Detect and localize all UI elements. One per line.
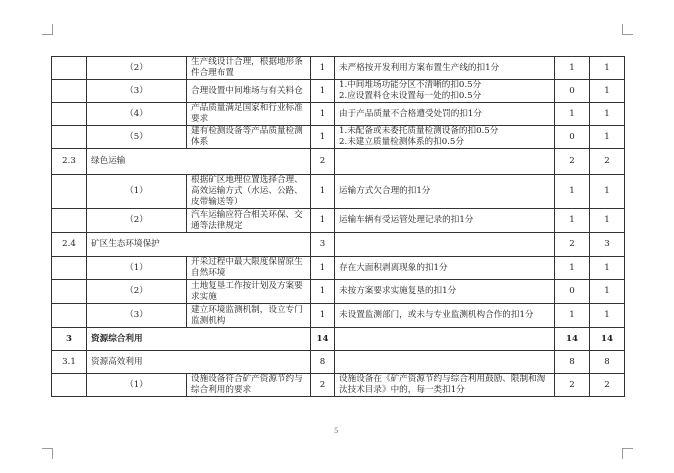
criteria-cell: 设施设备在《矿产资源节约与综合利用鼓励、限制和淘汰技术目录》中的，每一类扣1分 bbox=[335, 374, 555, 397]
code-cell: 2.4 bbox=[52, 233, 87, 257]
table-row bbox=[52, 257, 625, 280]
result-cell: 1 bbox=[555, 257, 590, 280]
result-cell: 1 bbox=[590, 80, 625, 103]
result-cell: 2 bbox=[555, 149, 590, 175]
category-cell: 资源高效利用 bbox=[87, 351, 311, 374]
result-cell: 1 bbox=[590, 304, 625, 328]
result-cell: 0 bbox=[555, 80, 590, 103]
content-cell: 开采过程中最大限度保留原生自然环境 bbox=[187, 257, 311, 280]
result-cell: 1 bbox=[590, 209, 625, 233]
table-row bbox=[52, 149, 625, 175]
code-cell bbox=[52, 304, 87, 328]
criteria-cell: 未严格按开发利用方案布置生产线的扣1分 bbox=[335, 57, 555, 80]
table-row bbox=[52, 280, 625, 304]
result-cell: 8 bbox=[590, 351, 625, 374]
criteria-cell bbox=[335, 351, 555, 374]
content-cell: 产品质量满足国家和行业标准要求 bbox=[187, 103, 311, 126]
criteria-cell: 存在大面积剥离现象的扣1分 bbox=[335, 257, 555, 280]
score-cell: 3 bbox=[311, 233, 335, 257]
item-cell: （1） bbox=[87, 374, 187, 397]
content-cell: 生产线设计合理，根据地形条件合理布置 bbox=[187, 57, 311, 80]
criteria-cell: 未设置监测部门，或未与专业监测机构合作的扣1分 bbox=[335, 304, 555, 328]
table-row bbox=[52, 328, 625, 351]
criteria-cell bbox=[335, 328, 555, 351]
item-cell: （2） bbox=[87, 57, 187, 80]
item-cell: （1） bbox=[87, 175, 187, 209]
result-cell: 8 bbox=[555, 351, 590, 374]
result-cell: 1 bbox=[590, 103, 625, 126]
result-cell: 2 bbox=[555, 233, 590, 257]
score-cell: 1 bbox=[311, 57, 335, 80]
result-cell: 1 bbox=[590, 57, 625, 80]
code-cell bbox=[52, 280, 87, 304]
table-row bbox=[52, 103, 625, 126]
crop-mark-bottom-right bbox=[622, 448, 633, 459]
category-cell: 绿色运输 bbox=[87, 149, 311, 175]
result-cell: 1 bbox=[555, 57, 590, 80]
evaluation-table bbox=[51, 56, 625, 397]
table-row bbox=[52, 304, 625, 328]
result-cell: 14 bbox=[590, 328, 625, 351]
content-cell: 根据矿区地理位置选择合理、高效运输方式（水运、公路、皮带输送等） bbox=[187, 175, 311, 209]
score-cell: 2 bbox=[311, 374, 335, 397]
score-cell: 8 bbox=[311, 351, 335, 374]
crop-mark-top-right bbox=[622, 24, 633, 35]
code-cell bbox=[52, 209, 87, 233]
table-row bbox=[52, 374, 625, 397]
result-cell: 0 bbox=[555, 126, 590, 149]
content-cell: 汽车运输应符合相关环保、交通等法律规定 bbox=[187, 209, 311, 233]
table-row bbox=[52, 351, 625, 374]
code-cell: 2.3 bbox=[52, 149, 87, 175]
score-cell: 1 bbox=[311, 304, 335, 328]
crop-mark-top-left bbox=[42, 24, 53, 35]
score-cell: 1 bbox=[311, 257, 335, 280]
item-cell: （5） bbox=[87, 126, 187, 149]
content-cell: 设施设备符合矿产资源节约与综合利用的要求 bbox=[187, 374, 311, 397]
result-cell: 2 bbox=[590, 374, 625, 397]
score-cell: 14 bbox=[311, 328, 335, 351]
code-cell bbox=[52, 257, 87, 280]
criteria-cell bbox=[335, 149, 555, 175]
criteria-cell bbox=[335, 233, 555, 257]
code-cell bbox=[52, 374, 87, 397]
criteria-cell: 由于产品质量不合格遭受处罚的扣1分 bbox=[335, 103, 555, 126]
score-cell: 1 bbox=[311, 126, 335, 149]
result-cell: 1 bbox=[555, 209, 590, 233]
criteria-cell: 未按方案要求实施复垦的扣1分 bbox=[335, 280, 555, 304]
criteria-cell: 1.未配备或未委托质量检测设备的扣0.5分 2.未建立质量检测体系的扣0.5分 bbox=[335, 126, 555, 149]
code-cell: 3.1 bbox=[52, 351, 87, 374]
score-cell: 1 bbox=[311, 175, 335, 209]
score-cell: 1 bbox=[311, 80, 335, 103]
crop-mark-bottom-left bbox=[42, 448, 53, 459]
result-cell: 1 bbox=[590, 280, 625, 304]
category-cell: 矿区生态环境保护 bbox=[87, 233, 311, 257]
item-cell: （3） bbox=[87, 304, 187, 328]
code-cell: 3 bbox=[52, 328, 87, 351]
table-row bbox=[52, 57, 625, 80]
item-cell: （4） bbox=[87, 103, 187, 126]
content-cell: 建立环境监测机制，设立专门监测机构 bbox=[187, 304, 311, 328]
content-cell: 土地复垦工作按计划及方案要求实施 bbox=[187, 280, 311, 304]
item-cell: （3） bbox=[87, 80, 187, 103]
code-cell bbox=[52, 103, 87, 126]
page-number: 5 bbox=[334, 427, 339, 435]
content-cell: 建有检测设备等产品质量检测体系 bbox=[187, 126, 311, 149]
item-cell: （2） bbox=[87, 280, 187, 304]
table-row bbox=[52, 80, 625, 103]
result-cell: 1 bbox=[590, 126, 625, 149]
result-cell: 1 bbox=[555, 175, 590, 209]
result-cell: 1 bbox=[590, 175, 625, 209]
result-cell: 2 bbox=[590, 149, 625, 175]
code-cell bbox=[52, 175, 87, 209]
score-cell: 1 bbox=[311, 103, 335, 126]
code-cell bbox=[52, 126, 87, 149]
result-cell: 3 bbox=[590, 233, 625, 257]
result-cell: 2 bbox=[555, 374, 590, 397]
result-cell: 1 bbox=[555, 103, 590, 126]
table-row bbox=[52, 126, 625, 149]
score-cell: 1 bbox=[311, 280, 335, 304]
criteria-cell: 运输车辆有受运管处理记录的扣1分 bbox=[335, 209, 555, 233]
category-cell: 资源综合利用 bbox=[87, 328, 311, 351]
code-cell bbox=[52, 80, 87, 103]
score-cell: 2 bbox=[311, 149, 335, 175]
result-cell: 1 bbox=[555, 304, 590, 328]
criteria-cell: 1.中间堆场功能分区不清晰的扣0.5分 2.应设置料仓未设置每一处的扣0.5分 bbox=[335, 80, 555, 103]
content-cell: 合理设置中间堆场与有关料仓 bbox=[187, 80, 311, 103]
table-row bbox=[52, 175, 625, 209]
table-row bbox=[52, 233, 625, 257]
result-cell: 0 bbox=[555, 280, 590, 304]
table-row bbox=[52, 209, 625, 233]
score-cell: 1 bbox=[311, 209, 335, 233]
item-cell: （2） bbox=[87, 209, 187, 233]
result-cell: 1 bbox=[590, 257, 625, 280]
criteria-cell: 运输方式欠合理的扣1分 bbox=[335, 175, 555, 209]
item-cell: （1） bbox=[87, 257, 187, 280]
result-cell: 14 bbox=[555, 328, 590, 351]
code-cell bbox=[52, 57, 87, 80]
